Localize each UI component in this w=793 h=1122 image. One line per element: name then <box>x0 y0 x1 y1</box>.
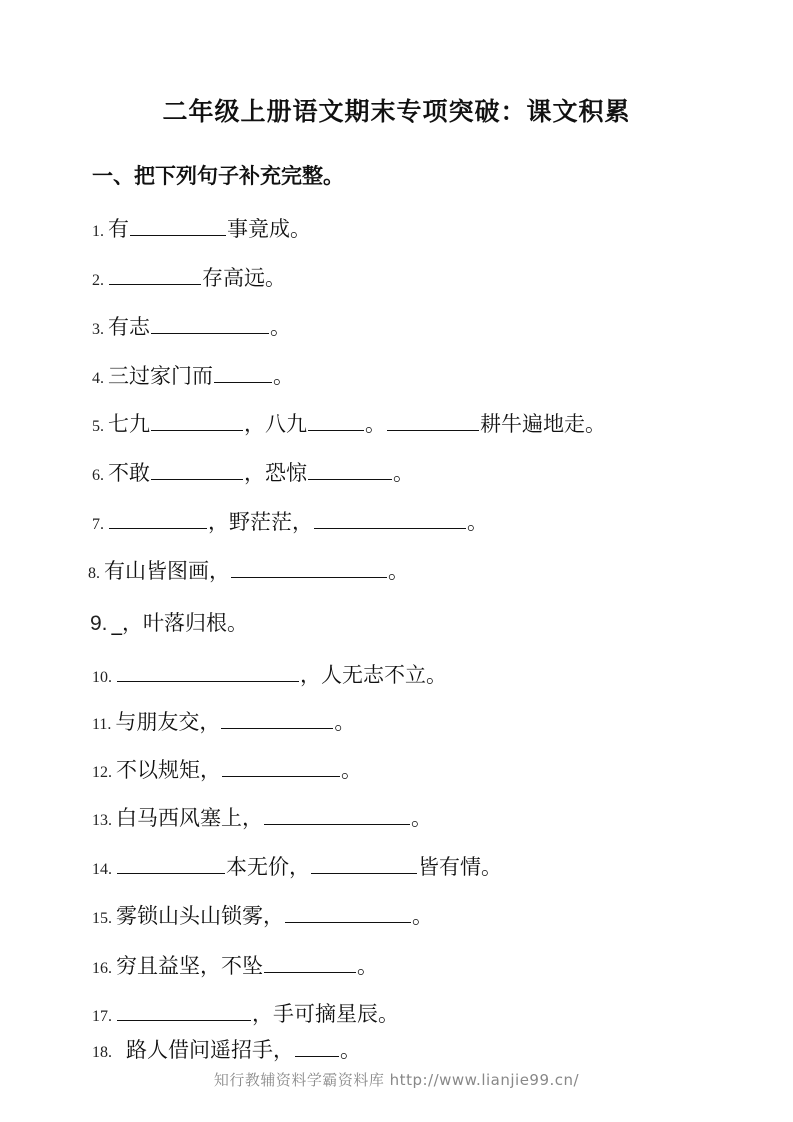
question-text: 本无价， <box>226 855 310 879</box>
answer-blank[interactable] <box>109 262 201 285</box>
question-text: 。 <box>340 1038 361 1062</box>
question-text: 不敢 <box>108 461 150 485</box>
question-item <box>92 360 294 394</box>
question-text: 七九 <box>108 412 150 436</box>
question-number: 2. <box>92 272 104 289</box>
question-item <box>92 754 362 788</box>
question-text: _，叶落归根。 <box>111 611 249 635</box>
answer-blank[interactable] <box>151 408 243 431</box>
question-number: 12. <box>92 764 112 781</box>
answer-blank[interactable] <box>117 998 251 1021</box>
question-text: 。 <box>388 559 409 583</box>
question-item <box>92 506 488 540</box>
question-text: 。 <box>357 954 378 978</box>
question-text: ，恐惊 <box>244 461 307 485</box>
question-item <box>92 311 291 345</box>
question-text: 。 <box>412 904 433 928</box>
question-text: ，手可摘星辰。 <box>252 1002 399 1026</box>
question-text: 穷且益坚，不坠 <box>116 954 263 978</box>
answer-blank[interactable] <box>231 555 387 578</box>
section-heading: 一、把下列句子补充完整。 <box>92 164 344 188</box>
question-text: 。 <box>393 461 414 485</box>
question-item <box>92 1034 361 1068</box>
question-text: 有志 <box>108 315 150 339</box>
question-number: 14. <box>92 861 112 878</box>
answer-blank[interactable] <box>222 754 340 777</box>
question-text: 路人借问遥招手， <box>126 1038 294 1062</box>
question-number: 6. <box>92 467 104 484</box>
question-item <box>88 555 409 589</box>
answer-blank[interactable] <box>117 659 299 682</box>
answer-blank[interactable] <box>311 851 417 874</box>
question-number: 15. <box>92 910 112 927</box>
question-item <box>92 900 433 934</box>
question-item <box>92 998 399 1032</box>
question-item <box>92 659 447 693</box>
answer-blank[interactable] <box>308 457 392 480</box>
question-text: 雾锁山头山锁雾， <box>116 904 284 928</box>
question-item <box>92 213 311 247</box>
question-text: ，八九 <box>244 412 307 436</box>
answer-blank[interactable] <box>387 408 479 431</box>
question-text: 。 <box>273 364 294 388</box>
answer-blank[interactable] <box>109 506 207 529</box>
question-text: 有山皆图画， <box>104 559 230 583</box>
answer-blank[interactable] <box>221 706 333 729</box>
question-text: 有 <box>108 217 129 241</box>
question-item <box>92 457 414 491</box>
question-number: 9. <box>90 612 108 635</box>
question-text: ，野茫茫， <box>208 510 313 534</box>
question-text: 。 <box>270 315 291 339</box>
page-title: 二年级上册语文期末专项突破：课文积累 <box>162 97 631 126</box>
question-item <box>92 802 432 836</box>
question-text: 。 <box>365 412 386 436</box>
answer-blank[interactable] <box>285 900 411 923</box>
question-text: 。 <box>467 510 488 534</box>
question-text: 。 <box>341 758 362 782</box>
question-number: 5. <box>92 418 104 435</box>
question-item <box>92 408 606 442</box>
answer-blank[interactable] <box>308 408 364 431</box>
answer-blank[interactable] <box>117 851 225 874</box>
question-number: 3. <box>92 321 104 338</box>
question-text: 耕牛遍地走。 <box>480 412 606 436</box>
question-text: 与朋友交， <box>115 710 221 734</box>
question-text: 事竟成。 <box>227 217 311 241</box>
answer-blank[interactable] <box>314 506 466 529</box>
question-text: 皆有情。 <box>418 855 502 879</box>
question-text: ，人无志不立。 <box>300 663 447 687</box>
question-text: 白马西风塞上， <box>116 806 263 830</box>
question-text: 存高远。 <box>202 266 286 290</box>
answer-blank[interactable] <box>151 457 243 480</box>
question-text: 不以规矩， <box>116 758 221 782</box>
question-text: 。 <box>334 710 356 734</box>
answer-blank[interactable] <box>214 360 272 383</box>
answer-blank[interactable] <box>130 213 226 236</box>
question-number: 11. <box>92 716 112 733</box>
question-item <box>92 950 378 984</box>
question-number: 7. <box>92 516 104 533</box>
answer-blank[interactable] <box>295 1034 339 1057</box>
question-number: 8. <box>88 565 100 582</box>
footer-watermark: 知行教辅资料学霸资料库 http://www.lianjie99.cn/ <box>213 1071 580 1089</box>
question-text: 。 <box>411 806 432 830</box>
answer-blank[interactable] <box>264 802 410 825</box>
answer-blank[interactable] <box>264 950 356 973</box>
question-number: 17. <box>92 1008 112 1025</box>
question-text: 三过家门而 <box>108 364 213 388</box>
question-number: 1. <box>92 223 104 240</box>
question-number: 18. <box>92 1044 112 1061</box>
question-item <box>92 851 502 885</box>
answer-blank[interactable] <box>151 311 269 334</box>
question-item <box>92 706 355 740</box>
question-number: 16. <box>92 960 112 977</box>
question-number: 13. <box>92 812 112 829</box>
question-number: 4. <box>92 370 104 387</box>
question-item <box>90 608 248 639</box>
question-number: 10. <box>92 669 112 686</box>
question-item <box>92 262 286 296</box>
